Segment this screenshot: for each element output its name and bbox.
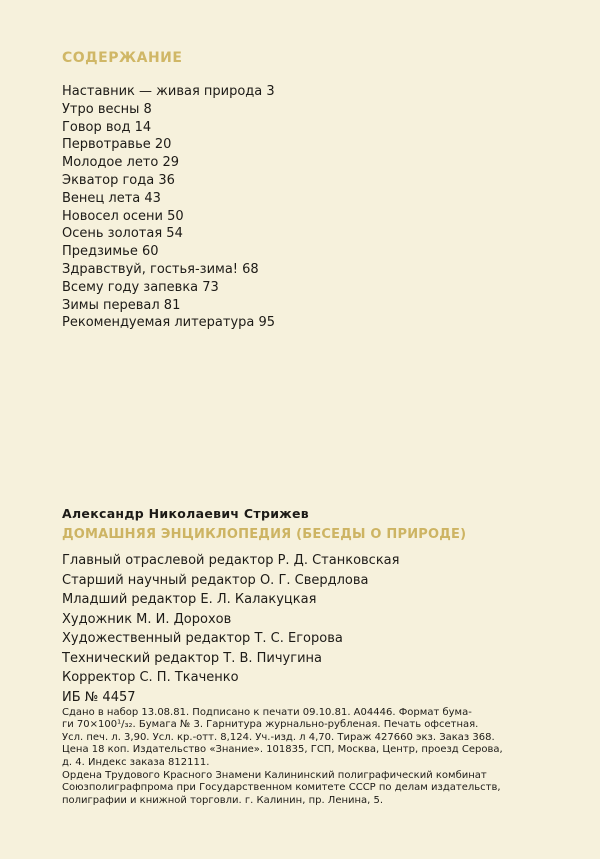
credits-list [62,551,399,707]
printer-line: полиграфии и книжной торговли. г. Калинин, пр. Ленина, 5. [62,794,384,806]
imprint-line: Усл. печ. л. 3,90. Усл. кр.-отт. 8,124. Уч.-изд. л 4,70. Тираж 427660 экз. Заказ 368. [62,731,495,743]
toc-entry: Молодое лето 29 [62,155,180,171]
toc-entry: Утро весны 8 [62,101,152,117]
credit-line: Главный отраслевой редактор Р. Д. Станковская [62,553,400,568]
toc-entry: Предзимье 60 [62,244,159,260]
toc-entry: Рекомендуемая литература 95 [62,315,276,331]
printer-line: Союзполиграфпрома при Государственном комитете СССР по делам издательств, [62,782,501,794]
credit-line: Старший научный редактор О. Г. Свердлова [62,572,369,588]
toc-entry: Наставник — живая природа 3 [62,84,275,99]
book-title: ДОМАШНЯЯ ЭНЦИКЛОПЕДИЯ (БЕСЕДЫ О ПРИРОДЕ) [62,527,467,542]
imprint-line: ги 70×100¹/₃₂. Бумага № 3. Гарнитура журнально-рубленая. Печать офсетная. [62,719,479,731]
credit-line: Технический редактор Т. В. Пичугина [62,650,322,666]
toc-entry: Осень золотая 54 [62,226,183,242]
printer-line: Ордена Трудового Красного Знамени Калининский полиграфический комбинат [62,770,487,781]
credit-line: Младший редактор Е. Л. Калакуцкая [62,592,317,607]
credit-line: Корректор С. П. Ткаченко [62,670,239,685]
imprint-line: д. 4. Индекс заказа 812111. [62,756,210,768]
imprint-line: Цена 18 коп. Издательство «Знание». 101835, ГСП, Москва, Центр, проезд Серова, [62,744,503,756]
author-name: Александр Николаевич Стрижев [62,506,309,521]
toc-entry: Зимы перевал 81 [62,297,181,313]
imprint-line: Сдано в набор 13.08.81. Подписано к печати 09.10.81. А04446. Формат бума- [62,707,472,718]
imprint-block [62,707,562,769]
credit-line: ИБ № 4457 [62,689,136,705]
toc-entry: Первотравье 20 [62,137,172,153]
toc-entry: Венец лета 43 [62,190,161,206]
credit-line: Художественный редактор Т. С. Егорова [62,631,343,646]
toc-list [62,83,275,332]
toc-entry: Здравствуй, гостья-зима! 68 [62,261,259,277]
toc-heading: СОДЕРЖАНИЕ [62,50,183,66]
printer-block [62,770,562,807]
toc-entry: Новосел осени 50 [62,208,184,224]
credit-line: Художник М. И. Дорохов [62,611,232,627]
toc-entry: Экватор года 36 [62,172,175,188]
toc-entry: Всему году запевка 73 [62,279,219,295]
toc-entry: Говор вод 14 [62,119,152,135]
